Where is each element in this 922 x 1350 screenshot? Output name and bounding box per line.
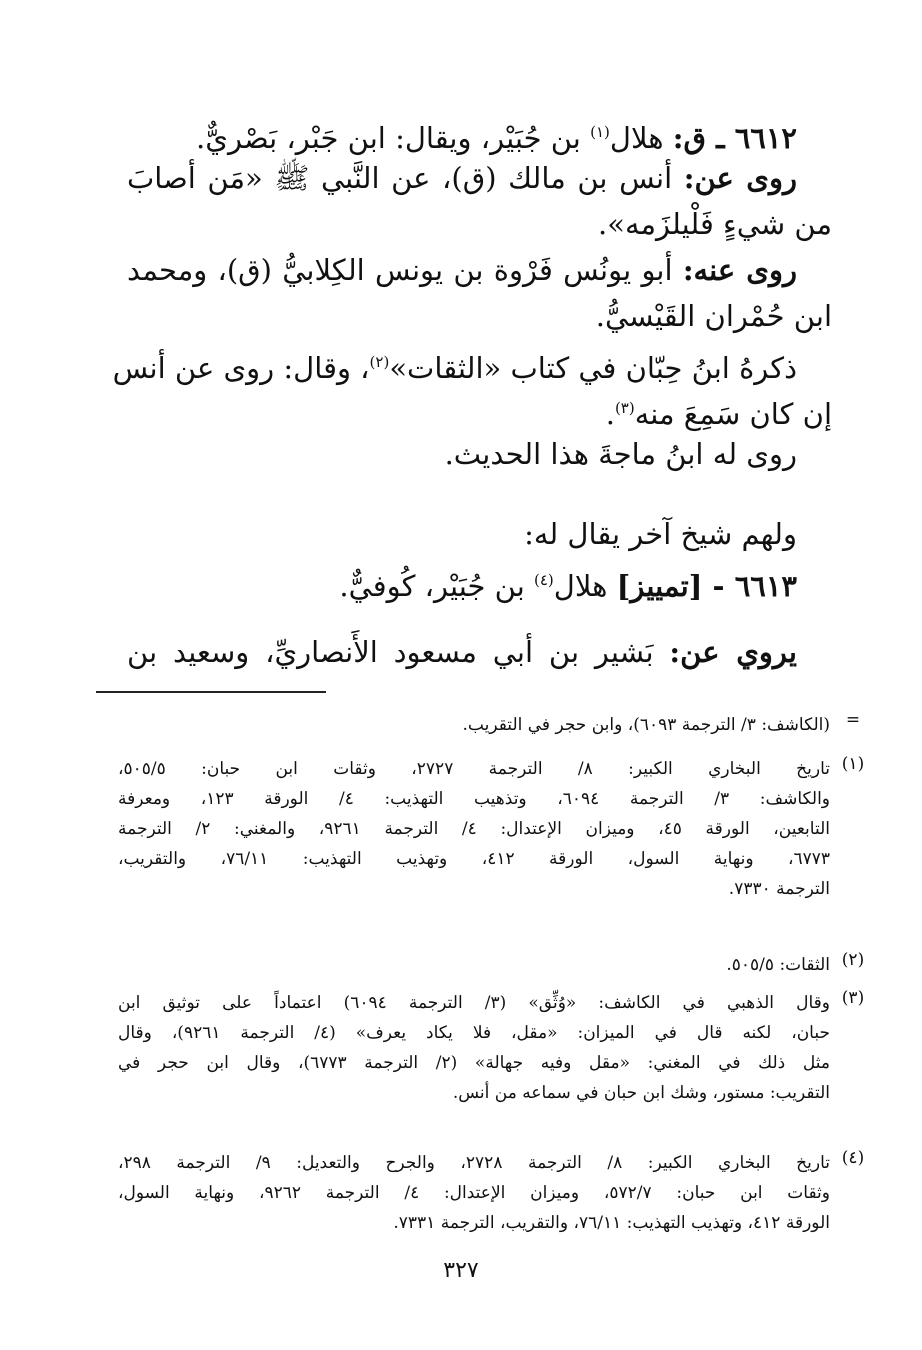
footnote-line: حبان، لكنه قال في الميزان: «مقل، فلا يكاد يعرف» (٤/ الترجمة ٩٢٦١)، وقال: [118, 1023, 830, 1043]
narrator-description: بن جُبَيْر، ويقال: ابن جَبْر، بَصْريٌّ.: [196, 121, 581, 155]
footnote-line: التقريب: مستور، وشك ابن حبان في سماعه من أنس.: [452, 1083, 830, 1103]
transition-line: [127, 512, 797, 556]
footnote-line: مثل ذلك في المغني: «مقل وفيه جهالة» (٢/ الترجمة ٦٧٧٣)، وقال ابن حجر في: [118, 1053, 830, 1073]
footnote-ref: (٤): [534, 571, 554, 589]
footnote-line: والكاشف: ٣/ الترجمة ٦٠٩٤، وتذهيب التهذيب: ٤/ الورقة ١٢٣، ومعرفة: [118, 789, 831, 809]
rawa-an-label: روى عن:: [683, 161, 798, 195]
footnote-line: تاريخ البخاري الكبير: ٨/ الترجمة ٢٧٢٧، وثقات ابن حبان: ٥٠٥/٥،: [118, 759, 830, 779]
footnote-line: الترجمة ٧٣٣٠.: [728, 879, 830, 899]
footnote-line: ٦٧٧٣، ونهاية السول، الورقة ٤١٢، وتهذيب التهذيب: ٧٦/١١، والتقريب،: [118, 849, 830, 869]
narrator-description: بن جُبَيْر، كُوفيٌّ.: [339, 569, 525, 603]
entry-6613-heading-line: [127, 558, 797, 608]
footnote-line: الورقة ٤١٢، وتهذيب التهذيب: ٧٦/١١، والتقريب، الترجمة ٧٣٣١.: [393, 1213, 830, 1233]
rawa-anhu-line-2: [127, 294, 832, 338]
rawa-lahu-line: [127, 432, 797, 476]
footnote-ref: (٢): [369, 353, 390, 371]
page-number: ٣٢٧: [443, 1258, 479, 1283]
yarwi-an-text: بَشير بن أبي مسعود الأَنصاريِّ، وسعيد بن: [127, 635, 654, 669]
footnote-3: [118, 988, 865, 1108]
rawa-an-text-continued: من شيءٍ فَلْيلزَمه».: [597, 207, 832, 241]
footnote-1: [118, 754, 865, 904]
yarwi-an-line-1: [127, 630, 797, 674]
dhikr-text-d: .: [605, 397, 615, 431]
footnote-line: التابعين، الورقة ٤٥، وميزان الإعتدال: ٤/ الترجمة ٩٢٦١، والمغني: ٢/ الترجمة: [118, 819, 830, 839]
narrator-name: هلال: [553, 569, 608, 603]
rawa-anhu-label: روى عنه:: [682, 253, 797, 287]
footnote-ref: (٣): [614, 399, 635, 417]
footnote-separator: [96, 691, 326, 693]
rawa-lahu-text: روى له ابنُ ماجةَ هذا الحديث.: [444, 437, 797, 471]
entry-6612-heading-line: [127, 110, 797, 160]
rawa-an-text: أنس بن مالك (ق)، عن النَّبي ﷺ «مَن أصابَ: [127, 161, 673, 195]
footnote-line: الثقات: ٥٠٥/٥.: [726, 955, 830, 975]
transition-text: ولهم شيخ آخر يقال له:: [524, 517, 797, 551]
footnote-marker: (٤): [841, 1148, 865, 1168]
entry-number: ٦٦١٣ - [تمييز]: [616, 569, 797, 603]
dhikr-text-a: ذكرهُ ابنُ حِبّان في كتاب «الثقات»: [389, 351, 797, 385]
rawa-anhu-line-1: [127, 248, 797, 292]
yarwi-an-label: يروي عن:: [669, 635, 797, 669]
footnote-marker: (٣): [841, 988, 865, 1008]
narrator-name: هلال: [609, 121, 664, 155]
rawa-anhu-text: أبو يونُس فَرْوة بن يونس الكِلابيُّ (ق)، ومحمد: [127, 253, 673, 287]
rawa-an-line-2: [127, 202, 832, 246]
footnote-marker: =: [845, 710, 861, 730]
footnote-line: (الكاشف: ٣/ الترجمة ٦٠٩٣)، وابن حجر في التقريب.: [462, 715, 830, 735]
dhikr-line-2: [127, 386, 832, 436]
footnote-2: [118, 950, 865, 980]
footnote-marker: (١): [841, 754, 865, 774]
footnote-line: وثقات ابن حبان: ٥٧٢/٧، وميزان الإعتدال: ٤/ الترجمة ٩٢٦٢، ونهاية السول،: [118, 1183, 830, 1203]
footnote-line: وقال الذهبي في الكاشف: «وُثِّق» (٣/ الترجمة ٦٠٩٤) اعتماداً على توثيق ابن: [118, 993, 830, 1013]
footnote-marker: (٢): [841, 950, 865, 970]
entry-number: ٦٦١٢ ـ ق:: [672, 121, 797, 155]
dhikr-text-b: ، وقال: روى عن أنس: [112, 351, 370, 385]
rawa-an-line-1: [127, 156, 797, 200]
footnote-continuation: [118, 710, 861, 740]
dhikr-line-1: [112, 340, 797, 390]
rawa-anhu-text-continued: ابن حُمْران القَيْسيُّ.: [595, 299, 832, 333]
footnote-ref: (١): [590, 123, 610, 141]
footnote-4: [118, 1148, 865, 1238]
footnote-line: تاريخ البخاري الكبير: ٨/ الترجمة ٢٧٢٨، والجرح والتعديل: ٩/ الترجمة ٢٩٨،: [118, 1153, 831, 1173]
dhikr-text-c: إن كان سَمِعَ منه: [634, 397, 832, 431]
